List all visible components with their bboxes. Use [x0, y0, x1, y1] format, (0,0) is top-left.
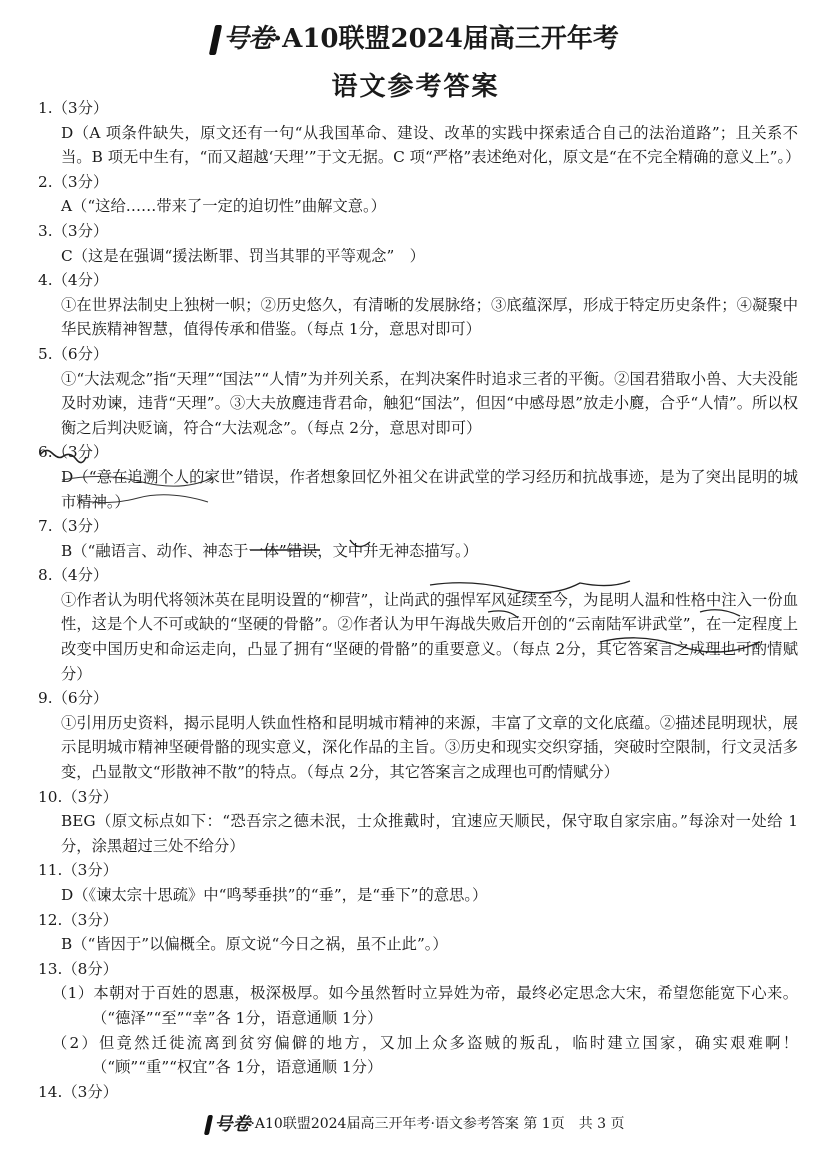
- document-subtitle: 语文参考答案: [331, 72, 500, 102]
- logo-mark: [209, 25, 222, 55]
- answer-list: [38, 96, 801, 1104]
- question-number: 6.（3分）: [38, 443, 109, 462]
- question-number: 4.（4分）: [38, 271, 109, 290]
- answer-text: B（“融语言、动作、神态于一体”错误，文中并无神态描写。）: [61, 541, 478, 560]
- page-footer: [0, 1110, 831, 1136]
- question-number: 11.（3分）: [38, 861, 118, 880]
- answer-item: [38, 908, 798, 957]
- question-number: 1.（3分）: [38, 99, 109, 117]
- answer-item: [38, 96, 801, 170]
- question-number: 3.（3分）: [38, 221, 109, 240]
- answer-item: [38, 342, 798, 440]
- answer-text: C（这是在强调“援法断罪、罚当其罪的平等观念” ）: [61, 246, 425, 265]
- answer-item: [38, 514, 798, 563]
- brand-logo: [212, 18, 273, 55]
- question-number: 5.（6分）: [38, 344, 109, 363]
- answer-subitem: （1）本朝对于百姓的恩惠，极深极厚。如今虽然暂时立异姓为帝，最终必定思念大宋，希望您能宽下心来。（“德泽”“至”“幸”各 1分，语意通顺 1分）: [52, 984, 798, 1027]
- brand-logo-text: 号卷: [223, 24, 274, 54]
- answer-item: [38, 957, 798, 1080]
- footer-logo: [206, 1110, 250, 1136]
- question-number: 14.（3分）: [38, 1082, 118, 1101]
- answer-text: B（“皆因于”以偏概全。原文说“今日之祸，虽不止此”。）: [61, 935, 448, 954]
- question-number: 9.（6分）: [38, 689, 109, 708]
- question-number: 7.（3分）: [38, 517, 109, 536]
- answer-text: A（“这给……带来了一定的迫切性”曲解文意。）: [61, 197, 386, 216]
- answer-text: ①在世界法制史上独树一帜；②历史悠久，有清晰的发展脉络；③底蕴深厚，形成于特定历史条件；④凝聚中华民族精神智慧，值得传承和借鉴。（每点 1分，意思对即可）: [61, 295, 798, 339]
- question-number: 13.（8分）: [38, 959, 118, 978]
- page-header: [0, 18, 831, 58]
- answer-text: BEG（原文标点如下：“恐吾宗之德未泯，士众推戴时，宜速应天顺民，保守取自家宗庙。”每涂对一处给 1分，涂黑超过三处不给分）: [61, 812, 798, 855]
- answer-item: [38, 440, 798, 514]
- answer-item: [38, 1080, 798, 1105]
- answer-text: ①“大法观念”指“天理”“国法”“人情”为并列关系，在判决案件时追求三者的平衡。②国君猎取小兽、大夫没能及时劝谏，违背“天理”。③大夫放麑违背君命，触犯“国法”，但因“中感母恩”放走小麑，合乎“人情”。所以权衡之后判决贬谪，符合“大法观念”。（每点 2分，意思对即可）: [61, 369, 798, 437]
- question-number: 8.（4分）: [38, 566, 109, 585]
- footer-logo-mark: [204, 1115, 213, 1135]
- answer-text: D（A 项条件缺失，原文还有一句“从我国革命、建设、改革的实践中探索适合自己的法治道路”；且关系不当。B 项无中生有，“而又超越‘天理’”于文无据。C 项“严格”表述绝对化，原文是“在不完全精确的意义上”。）: [61, 123, 801, 167]
- answer-subitem: （2）但竟然迁徙流离到贫穷偏僻的地方，又加上众多盗贼的叛乱，临时建立国家，确实艰难啊！（“顾”“重”“权宜”各 1分，语意通顺 1分）: [52, 1033, 798, 1077]
- answer-text: D（《谏太宗十思疏》中“鸣琴垂拱”的“垂”，是“垂下”的意思。）: [61, 886, 488, 904]
- answer-text: ①作者认为明代将领沐英在昆明设置的“柳营”，让尚武的强悍军风延续至今，为昆明人温和性格中注入一份血性，这是个人不可或缺的“坚硬的骨骼”。②作者认为甲午海战失败后开创的“云南陆军讲武堂”，在一定程度上改变中国历史和命运走向，凸显了拥有“坚硬的骨骼”的重要意义。（每点 2分，其它答案言之成理也可酌情赋分）: [61, 590, 798, 683]
- answer-item: [38, 686, 798, 784]
- page-title: ·A10联盟2024届高三开年考: [273, 24, 619, 54]
- answer-item: [38, 219, 798, 268]
- answer-item: [38, 268, 798, 342]
- answer-text: ①引用历史资料，揭示昆明人铁血性格和昆明城市精神的来源，丰富了文章的文化底蕴。②描述昆明现状，展示昆明城市精神坚硬骨骼的现实意义，深化作品的主旨。③历史和现实交织穿插，突破时空限制，行文灵活多变，凸显散文“形散神不散”的特点。（每点 2分，其它答案言之成理也可酌情赋分）: [61, 713, 798, 782]
- question-number: 2.（3分）: [38, 172, 109, 191]
- answer-item: [38, 563, 798, 686]
- answer-text: D（“意在追溯个人的家世”错误，作者想象回忆外祖父在讲武堂的学习经历和抗战事迹，是为了突出昆明的城市精神。）: [61, 467, 798, 511]
- footer-logo-text: 号卷: [214, 1114, 251, 1135]
- footer-text: ·A10联盟2024届高三开年考·语文参考答案 第 1页 共 3 页: [250, 1116, 625, 1132]
- answer-item: [38, 785, 798, 859]
- question-number: 12.（3分）: [38, 910, 118, 929]
- answer-item: [38, 858, 798, 907]
- question-number: 10.（3分）: [38, 787, 118, 806]
- answer-item: [38, 170, 798, 219]
